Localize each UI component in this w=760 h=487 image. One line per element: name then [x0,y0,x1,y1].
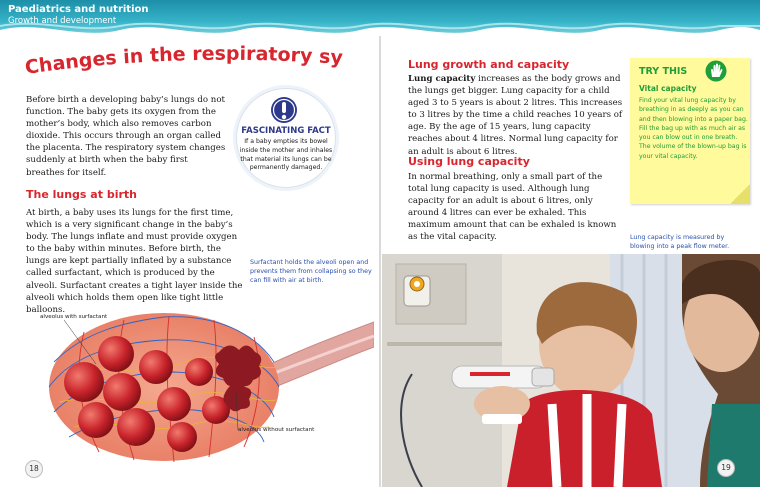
page-number-left: 18 [25,460,43,478]
intro-paragraph: Before birth a developing baby’s lungs do not function. The baby gets its oxygen from the mother’s body, which also removes carbon dioxide. This occurs through an organ called the placenta. The respiratory system changes suddenly at birth when the baby first breathes for itself. [26,95,226,178]
page-title-text: Changes in the respiratory sy [24,44,344,79]
using-lung-capacity-heading: Using lung capacity [408,155,530,168]
page-gutter [379,36,381,487]
photo-caption: Lung capacity is measured by blowing into a peak flow meter. [630,234,730,250]
exclamation-icon [270,96,298,124]
peak-flow-photo [382,254,760,487]
note-page-curl [730,184,750,204]
try-this-text: Find your vital lung capacity by breathing in as deeply as you can and then blowing into a paper bag. Fill the bag up with as much air as you can blow out in one breath. The volume of the blown-up bag is your vital capacity. [639,97,748,160]
section-title: Paediatrics and nutrition [8,4,149,15]
label-alveolus-without-surfactant: alveolus without surfactant [238,427,315,433]
hand-icon [705,60,727,82]
fact-text: If a baby empties its bowel inside the mother and inhales that material its lungs can be permanently damaged. [239,138,333,172]
fact-title: FASCINATING FACT [241,126,331,136]
lung-growth-heading: Lung growth and capacity [408,58,570,71]
lung-capacity-term: Lung capacity [408,74,476,84]
surfactant-caption: Surfactant holds the alveoli open and prevents them from collapsing so they can fill with air at birth. [250,259,372,284]
using-lung-capacity-paragraph: In normal breathing, only a small part of the total lung capacity is used. Although lung capacity for an adult is about 6 litres, only around 4 litres can ever be exhaled. This maximum amount that can be exhaled is known as the vital capacity. [408,172,617,243]
try-this-title: TRY THIS [639,66,688,77]
lungs-at-birth-paragraph: At birth, a baby uses its lungs for the first time, which is a very significant change in the baby’s body. The lungs inflate and must provide oxygen to the baby within minutes. Before birth, the lungs are kept partially inflated by a substance called surfactant, which is produced by the alveoli. Surfactant creates a tight layer inside the alveoli which holds them open like tight little balloons. [26,208,243,315]
lungs-at-birth-heading: The lungs at birth [26,188,137,201]
header-band [0,0,760,36]
vital-capacity-subtitle: Vital capacity [639,84,697,93]
page-number-right: 19 [717,459,735,477]
page-title [24,44,344,84]
subsection-title: Growth and development [8,16,117,26]
lung-growth-paragraph [408,73,623,158]
label-alveolus-with-surfactant: alveolus with surfactant [40,314,108,320]
lung-growth-body: increases as the body grows and the lungs get bigger. Lung capacity for a child aged 3 to 5 years is about 2 litres. This increases to 3 litres by the time a child reaches 10 years of age. By the age of 15 years, lung capacity reaches about 4 litres. Normal lung capacity for an adult is about 6 litres. [408,74,623,157]
